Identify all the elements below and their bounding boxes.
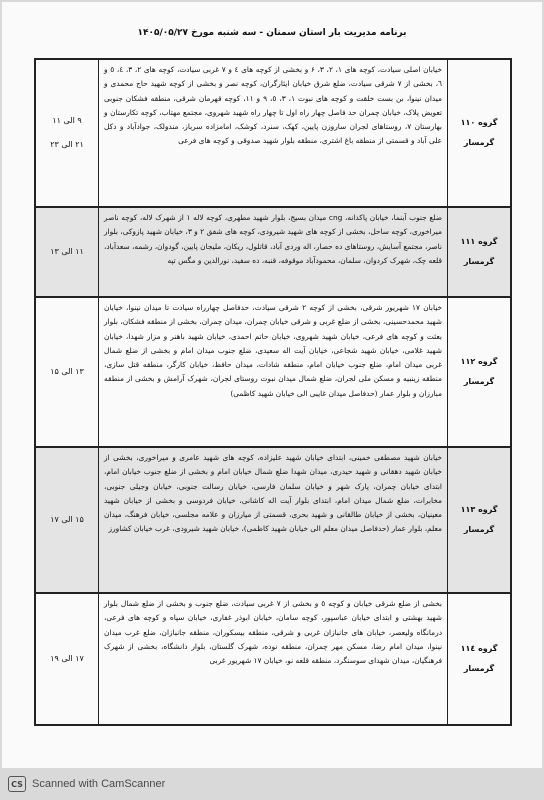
region-label: گرمسار [463, 138, 495, 147]
page-title: برنامه مدیریت بار استان سمنان - سه شنبه مورخ ۱۴۰۵/۰۵/۲۷ [137, 28, 407, 38]
time-slot-1: ۱۵ الی ۱۷ [50, 515, 84, 524]
scanned-page [2, 2, 542, 768]
table-row [36, 448, 510, 594]
group-cell [447, 448, 510, 592]
camscanner-logo-icon: CS [8, 776, 26, 792]
region-label: گرمسار [463, 664, 495, 673]
time-slot-2: ۲۱ الی ۲۳ [50, 140, 84, 149]
time-cell [36, 594, 98, 724]
group-label: گروه ۱۱۳ [460, 505, 498, 514]
time-slot-1: ۱۱ الی ۱۳ [50, 247, 84, 256]
group-cell [447, 594, 510, 724]
scanner-text: Scanned with CamScanner [32, 778, 166, 790]
time-cell [36, 60, 98, 206]
table-row [36, 298, 510, 448]
group-cell [447, 60, 510, 206]
areas-cell: خیابان شهید مصطفی خمینی، ابتدای خیابان شهید علیزاده، کوچه های شهید عامری و میراخوری، بخشی از خیابان شهید دهقانی و شهید حیدری، میدان شهدا ضلع شمال خیابان امام و بخشی از ضلع جنوب خیابان امام، ابتدای خیابان چمران، پارک شهر و خیابان سلمان فارسی، خیابان رسالت جنوبی، خیابان وجیلی جنوبی، مخابرات، ضلع شمال میدان امام، ابتدای بلوار آیت اله کاشانی، خیابان فردوسی و بخشی از خیابان شهید معینیان، بخشی از خیابان طالقانی و شهید بحری، قسمتی از میارزان و علامه مجلسی، خیابان فرهنگ، میدان معلم، بلوار عمار (حدفاصل میدان معلم الی خیابان شهید کاظمی)، خیابان شهید شیرودی، غرب خیابان کشاورز [98, 448, 447, 592]
camscanner-watermark [8, 776, 165, 792]
areas-cell: بخشی از ضلع شرقی خیابان و کوچه ٥ و بخشی از ۷ غربی سیادت، ضلع جنوب و بخشی از ضلع شمال بلوار شهید بهشتی و ابتدای خیابان عباسپور، کوچه سامان، خیابان ابوذر غفاری، خیابان سپاه و کوچه های فرعی، درمانگاه ولیعصر، خیابان های جانبازان غربی و شرقی، منطقه بیسکوران، منطقه جانبازان، ضلع غرب میدان نینوا، میدان امام رضا، مسکن مهر چمران، منطقه نوده، شهرک گلستان، بلوار دانشگاه، بخشی از شهرک فرهنگیان، میدان شهدای سوسنگرد، منطقه قلعه نو، خیابان ۱۷ شهریور غربی [98, 594, 447, 724]
time-cell [36, 448, 98, 592]
schedule-table [34, 58, 512, 726]
time-cell [36, 298, 98, 446]
areas-cell: ضلع جنوب آبنما، خیابان پاکدانه، cng میدان بسیج، بلوار شهید مطهری، کوچه لاله ۱ از شهرک لاله، کوچه ناصر میراخوری، کوچه ساحل، بخشی از کوچه های شهید شیرودی، کوچه های شفق ۲ و ۳، خیابان شهید پازوکی، بلوار ناصر، مجتمع آسایش، روستاهای ده حصار، اله وردی آباد، قاتلول، ریکان، ملیجان پایین، گودوان، رشمه، سعدآباد، قلعه چک، شهرک کردوان، سلمان، محمودآباد موقوفه، قنبه، ده سفید، نورالدین و مگس تپه [98, 208, 447, 296]
time-cell [36, 208, 98, 296]
group-label: گروه ۱۱۱ [460, 237, 498, 246]
time-slot-1: ۱۳ الی ۱۵ [50, 367, 84, 376]
table-row [36, 208, 510, 298]
table-row [36, 60, 510, 208]
group-label: گروه ۱۱۲ [460, 357, 498, 366]
group-cell [447, 208, 510, 296]
time-slot-1: ۱۷ الی ۱۹ [50, 654, 84, 663]
region-label: گرمسار [463, 257, 495, 266]
region-label: گرمسار [463, 377, 495, 386]
table-row [36, 594, 510, 724]
group-label: گروه ۱۱٤ [460, 644, 498, 653]
group-label: گروه ۱۱۰ [460, 118, 498, 127]
group-cell [447, 298, 510, 446]
areas-cell: خیابان اصلی سیادت، کوچه های ۱، ۲، ۳، ۶ و بخشی از کوچه های ٤ و ۷ غربی سیادت، کوچه های ۲، ۳، ٤، ٥ و ٦، بخشی از ۷ شرقی سیادت، ضلع شرق خیابان ایثارگران، کوچه نصر و بخشی از کوچه شهید حاج محمدی و میدان نینوا، بن بست خلقت و کوچه های نبوت ۱، ۳، ٥، ۹ و ۱۱، کوچه قهرمان شرقی، منطقه فشکان جنوبی تعویض پلاک، خیابان چمران حد فاصل چهار راه اول تا چهار راه شهید شهروی، مجتمع مهتاب، کوچه تکارستان و بهارستان ۷، روستاهای لجران ساروزن پایین، کهک، سنرد، کوشک، امامزاده سرباز، مندولک، جوادآباد و دکل علی آباد و قسمتی از منطقه باغ اشتری، منطقه بلوار شهید صدوقی و کوچه های فرعی [98, 60, 447, 206]
time-slot-1: ۹ الی ۱۱ [52, 116, 82, 125]
areas-cell: خیابان ۱۷ شهریور شرقی، بخشی از کوچه ۲ شرقی سیادت، حدفاصل چهارراه سیادت تا میدان نینوا، خیابان شهید محمدحسینی، بخشی از ضلع غربی و شرقی خیابان چمران، میدان چمران، بخشی از منطقه فشکان، بلوار بعثت و کوچه های فرعی، خیابان شهید شهروی، خیابان حاتم احمدی، خیابان شهید باهنر و مزار شهدا، خیابان شهید غلامی، خیابان شهید شجاعی، خیابان آیت اله سعیدی، ضلع جنوب میدان امام و بخشی از ضلع شمال غربی میدان امام، ضلع جنوب خیابان امام، منطقه شادات، میدان حافظ، خیابان کارگر، منطقه قتل سازی، منطقه زینبیه و مسکن ملی لجران، ضلع شمال میدان نبوت روستای لجران، شهرک آرامش و بخشی از منطقه مبارزان و بلوار عمار (حدفاصل میدان غایبی الی خیابان شهید کاظمی) [98, 298, 447, 446]
region-label: گرمسار [463, 525, 495, 534]
